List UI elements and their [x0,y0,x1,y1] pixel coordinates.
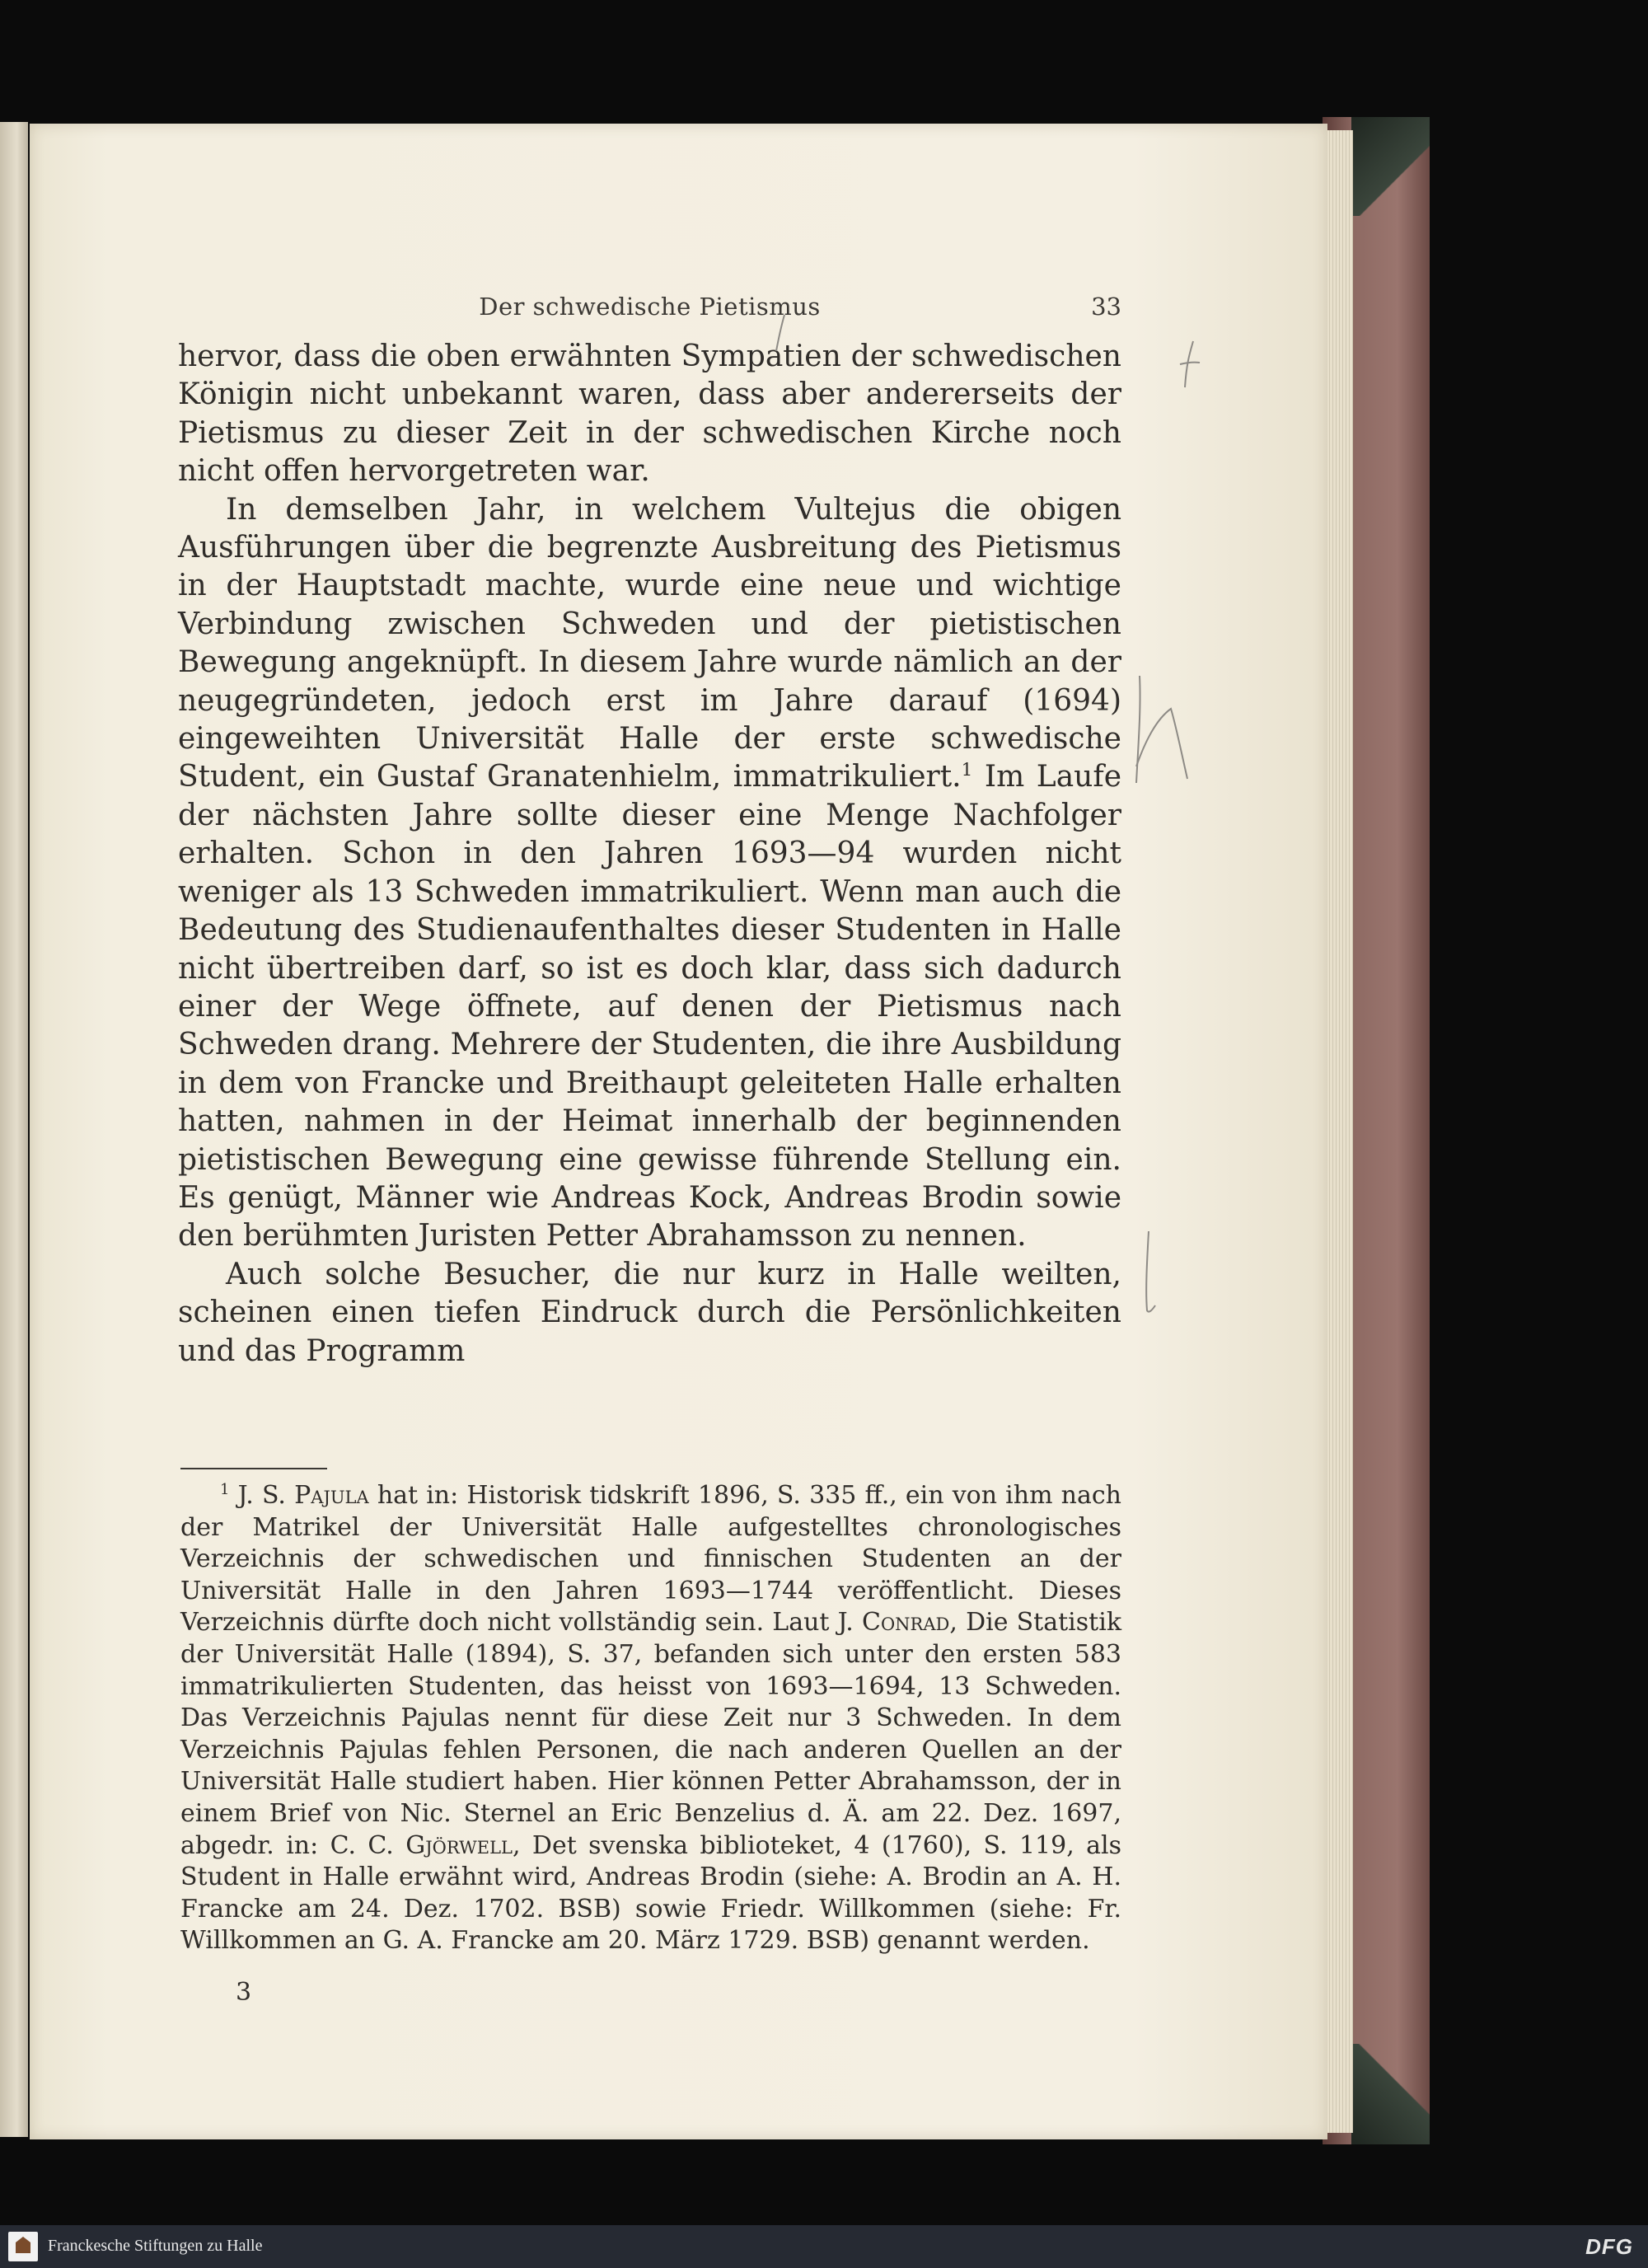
paragraph-1: hervor, dass die oben erwähnten Sympatien der schwedischen Königin nicht unbekannt waren, dass aber andererseits der Pietismus zu dieser Zeit in der schwedischen Kirche noch nicht offen hervorgetreten war. [178,340,1121,489]
footnote-text-4: , Det svenska biblioteket, 4 (1760), S. 119, als Student in Halle erwähnt wird, Andreas Brodin (siehe: A. Brodin an A. H. Francke am 24. Dez. 1702. BSB) sowie Friedr. Willkommen (siehe: Fr. Willkommen an G. A. Francke am 20. März 1729. BSB) genannt werden. [180,1830,1121,1956]
left-page-edge [0,122,28,2137]
footnote-divider [180,1468,327,1469]
paragraph-3: Auch solche Besucher, die nur kurz in Halle weilten, scheinen einen tiefen Eindruck durch die Persönlichkeiten und das Programm [178,1257,1121,1368]
pencil-mark-top [1175,338,1208,396]
pencil-mark-middle [1130,676,1196,791]
signature-mark: 3 [236,1978,252,2007]
author-name-conrad: Conrad [862,1608,950,1638]
institution-logo-icon [8,2232,38,2261]
footnote-reference: 1 [961,760,973,781]
paragraph-2 [178,491,1121,1256]
footnote-text-1: J. S. [229,1481,295,1510]
viewer-footer-bar [0,2225,1648,2268]
pencil-mark-header [773,313,789,354]
footnote-text-3: , Die Statistik der Universität Halle (1894), S. 37, befanden sich unter den ersten 583 immatrikulierten Studenten, das heisst von 1693—1694, 13 Schweden. Das Verzeichnis Pajulas nennt für diese Zeit nur 3 Schweden. In dem Verzeichnis Pajulas fehlen Personen, die nach anderen Quellen an der Universität Halle studiert haben. Hier können Petter Abrahamsson, der in einem Brief von Nic. Sternel an Eric Benzelius d. Ä. am 22. Dez. 1697, abgedr. in: C. C. [180,1608,1121,1860]
cover-corner-bottom [1351,2044,1430,2144]
footnote-text-2: hat in: Historisk tidskrift 1896, S. 335 ff., ein von ihm nach der Matrikel der Universität Halle aufgestelltes chronologisches Verzeichnis der schwedischen und finnischen Studenten an der Universität Halle in den Jahren 1693—1744 veröffentlicht. Dieses Verzeichnis dürfte doch nicht vollständig sein. Laut J. [180,1481,1121,1638]
running-title: Der schwedische Pietismus [479,293,821,321]
cover-corner-top [1351,117,1430,216]
book-page [30,124,1327,2139]
dfg-logo: DFG [1585,2234,1633,2259]
page-number: 33 [1091,293,1121,321]
pencil-mark-bottom [1134,1228,1167,1319]
author-name-pajula: Pajula [294,1481,369,1510]
paragraph-2-part-a: In demselben Jahr, in welchem Vultejus die obigen Ausführungen über die begrenzte Ausbreitung des Pietismus in der Hauptstadt machte, wurde eine neue und wichtige Verbindung zwischen Schweden und der pietistischen Bewegung angeknüpft. In diesem Jahre wurde nämlich an der neugegründeten, jedoch erst im Jahre darauf (1694) eingeweihten Universität Halle der erste schwedische Student, ein Gustaf Granatenhielm, immatrikuliert. [178,492,1121,794]
footnote [180,1480,1121,1957]
paragraph-2-part-b: Im Laufe der nächsten Jahre sollte dieser eine Menge Nachfolger erhalten. Schon in den Jahren 1693—94 wurden nicht weniger als 13 Schweden immatrikuliert. Wenn man auch die Bedeutung des Studienaufenthaltes dieser Studenten in Halle nicht übertreiben darf, so ist es doch klar, dass sich dadurch einer der Wege öffnete, auf denen der Pietismus nach Schweden drang. Mehrere der Studenten, die ihre Ausbildung in dem von Francke und Breithaupt geleiteten Halle erhalten hatten, nahmen in der Heimat innerhalb der beginnenden pietistischen Bewegung eine gewisse führende Stellung ein. Es genügt, Männer wie Andreas Kock, Andreas Brodin sowie den berühmten Juristen Petter Abrahamsson zu nennen. [178,760,1121,1253]
author-name-gjorwell: Gjörwell [405,1830,513,1860]
footnote-marker: 1 [220,1481,230,1498]
body-text [178,338,1121,1371]
page-header [178,293,1121,334]
institution-name: Franckesche Stiftungen zu Halle [48,2237,263,2255]
